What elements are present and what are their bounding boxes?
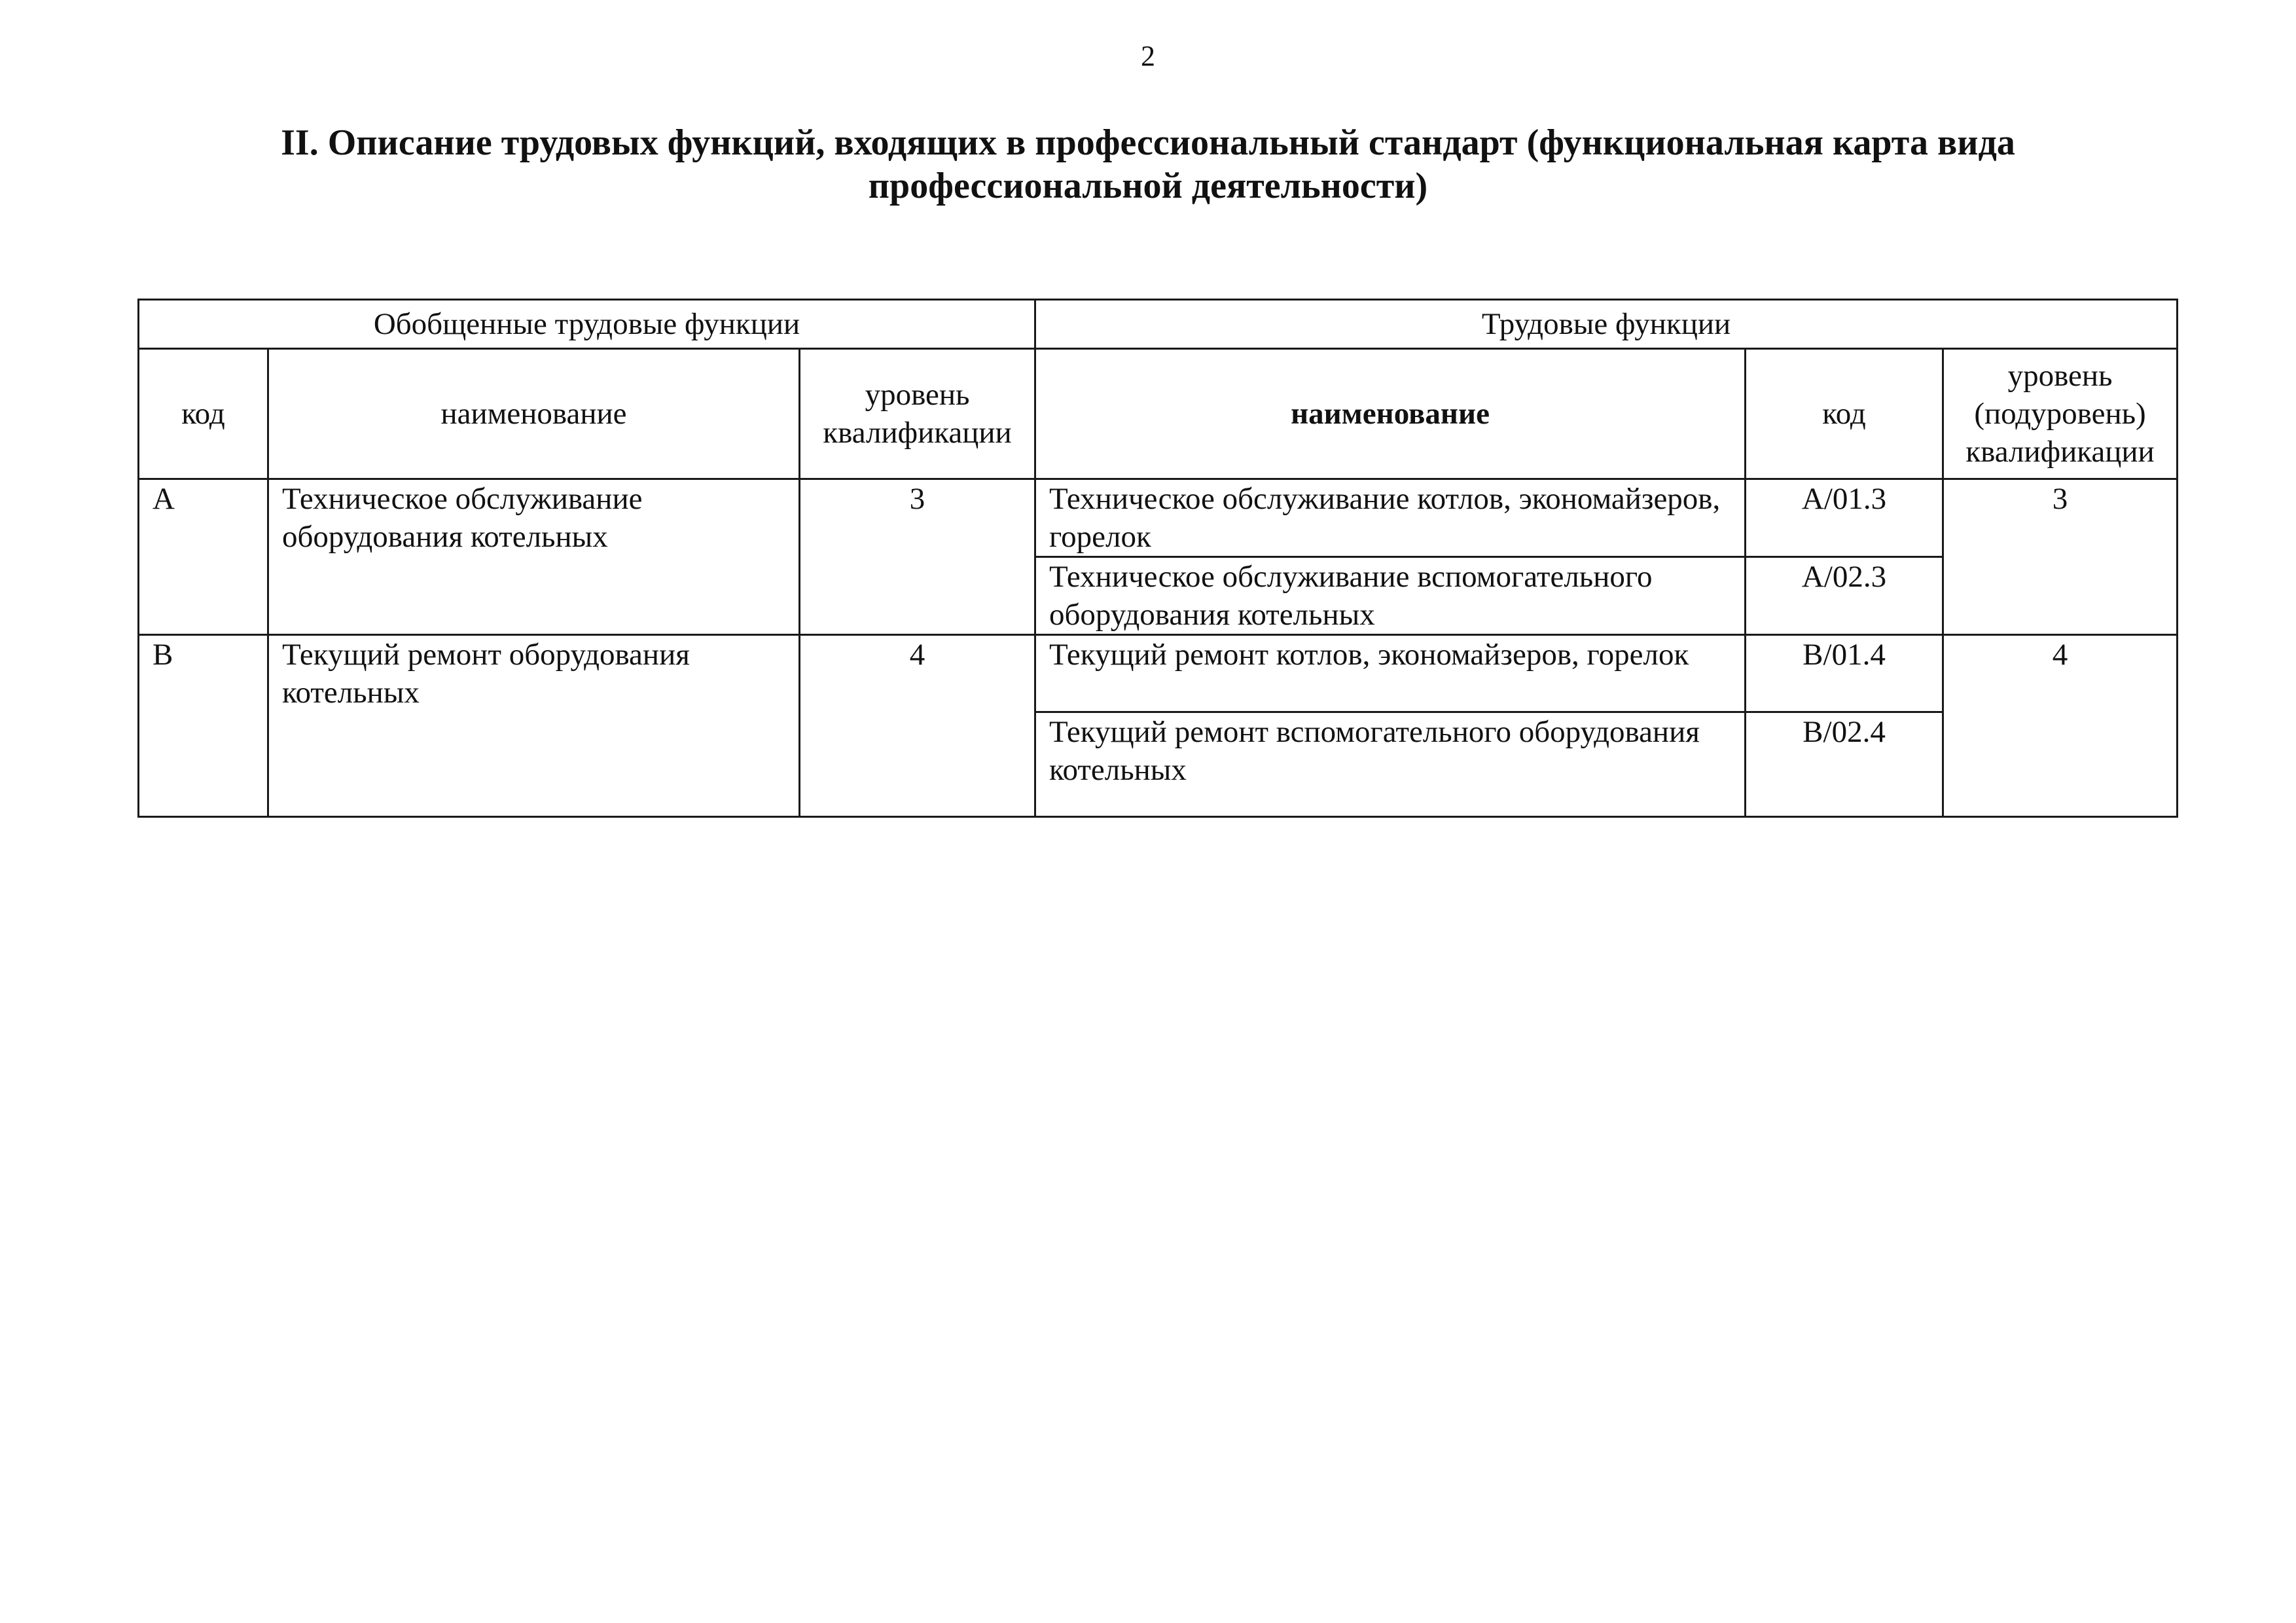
- gen-level-cell: 4: [800, 635, 1035, 817]
- table-row: [139, 479, 2178, 557]
- header-func-level: [1943, 349, 2178, 479]
- func-code-cell: B/01.4: [1746, 635, 1943, 712]
- func-level-cell: 4: [1943, 635, 2178, 817]
- section-title: [196, 121, 2100, 208]
- func-code-cell: A/02.3: [1746, 557, 1943, 635]
- func-level-cell: 3: [1943, 479, 2178, 635]
- functional-map-table: [137, 299, 2178, 818]
- func-name-cell: Техническое обслуживание котлов, экономайзеров, горелок: [1035, 479, 1746, 557]
- header-func-level-line-1: уровень: [2007, 359, 2113, 393]
- page-number: 2: [1141, 40, 1155, 72]
- header-func-name: наименование: [1035, 349, 1746, 479]
- header-func-level-line-2: (подуровень): [1974, 397, 2146, 431]
- header-func-code: код: [1746, 349, 1943, 479]
- func-name-cell: Текущий ремонт котлов, экономайзеров, горелок: [1035, 635, 1746, 712]
- header-gen-code: код: [139, 349, 268, 479]
- section-title-line-2: профессиональной деятельности): [868, 166, 1428, 206]
- gen-code-cell: A: [139, 479, 268, 635]
- func-name-cell: Текущий ремонт вспомогательного оборудования котельных: [1035, 712, 1746, 817]
- header-labor-functions: Трудовые функции: [1035, 300, 2178, 349]
- group-header-row: [139, 300, 2178, 349]
- func-code-cell: B/02.4: [1746, 712, 1943, 817]
- gen-name-cell: Техническое обслуживание оборудования котельных: [268, 479, 800, 635]
- func-name-cell: Техническое обслуживание вспомогательного оборудования котельных: [1035, 557, 1746, 635]
- section-title-line-1: II. Описание трудовых функций, входящих в профессиональный стандарт (функциональная карта вида: [281, 122, 2015, 163]
- header-gen-level: уровень квалификации: [800, 349, 1035, 479]
- header-func-level-line-3: квалификации: [1965, 435, 2155, 469]
- gen-code-cell: B: [139, 635, 268, 817]
- gen-name-cell: Текущий ремонт оборудования котельных: [268, 635, 800, 817]
- column-header-row: [139, 349, 2178, 479]
- gen-level-cell: 3: [800, 479, 1035, 635]
- header-generalized-functions: Обобщенные трудовые функции: [139, 300, 1035, 349]
- func-code-cell: A/01.3: [1746, 479, 1943, 557]
- table-row: [139, 635, 2178, 712]
- header-gen-name: наименование: [268, 349, 800, 479]
